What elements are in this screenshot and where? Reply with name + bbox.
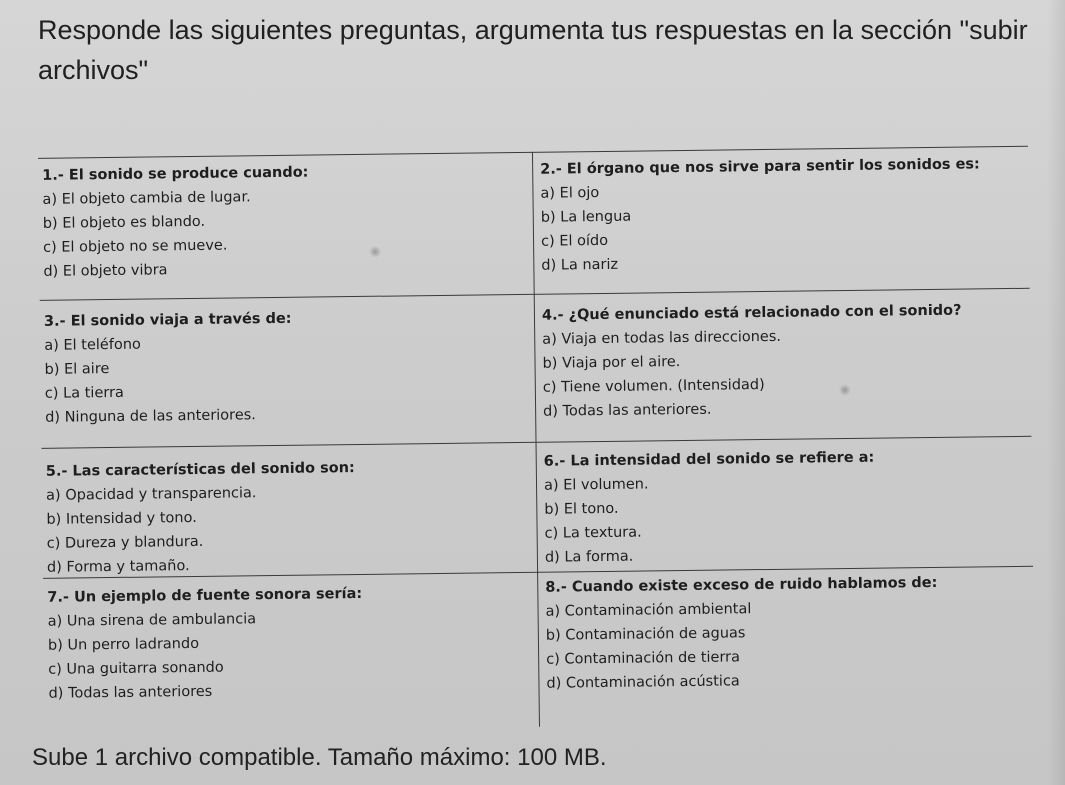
question-title: 6.- La intensidad del sonido se refiere a: [543,449,875,470]
question-1 [42,161,310,284]
question-sheet-image [28,146,1035,738]
instructions-text: Responde las siguientes preguntas, argumenta tus respuestas en la sección "subir archivos" [38,15,1028,85]
answer-option: b) Contaminación de aguas [545,625,746,644]
answer-option: a) El ojo [540,185,600,202]
question-8 [545,571,939,696]
answer-option: c) Contaminación de tierra [546,649,741,668]
question-title: 4.- ¿Qué enunciado está relacionado con el sonido? [541,302,962,324]
question-title: 7.- Un ejemplo de fuente sonora sería: [47,585,363,606]
answer-option: c) La textura. [544,524,642,542]
question-3 [44,307,293,430]
answer-option: b) El objeto es blando. [42,213,206,232]
answer-option: a) El teléfono [44,336,141,354]
question-title: 5.- Las características del sonido son: [45,460,355,480]
answer-option: a) El objeto cambia de lugar. [42,189,251,208]
answer-option: a) El volumen. [543,476,649,494]
answer-option: b) El tono. [544,500,619,518]
answer-option: b) Intensidad y tono. [46,509,197,528]
question-title: 1.- El sonido se produce cuando: [42,164,309,184]
upload-limit-note: Sube 1 archivo compatible. Tamaño máximo: 100 MB. [32,744,607,771]
answer-option: c) Dureza y blandura. [46,533,204,552]
answer-option: b) La lengua [540,208,632,226]
answer-option: c) El objeto no se mueve. [43,237,228,256]
answer-option: c) Tiene volumen. (Intensidad) [542,377,765,396]
answer-option: c) El oído [540,232,609,250]
answer-option: a) Una sirena de ambulancia [47,611,257,630]
answer-option: d) Ninguna de las anteriores. [45,407,256,426]
question-4 [542,299,963,424]
answer-option: b) Un perro ladrando [47,635,200,654]
answer-option: a) Opacidad y transparencia. [46,485,257,504]
answer-option: a) Contaminación ambiental [545,601,752,620]
question-title: 8.- Cuando existe exceso de ruido hablamos de: [545,574,938,596]
answer-option: d) La forma. [544,548,634,566]
answer-option: b) El aire [44,361,110,378]
question-title: 3.- El sonido viaja a través de: [43,310,292,330]
answer-option: d) Todas las anteriores [48,683,213,702]
answer-option: d) La nariz [541,256,619,274]
smudge-mark [839,384,851,396]
question-2 [540,152,981,277]
smudge-mark [369,246,381,258]
answer-option: b) Viaja por el aire. [542,354,681,372]
answer-option: a) Viaja en todas las direcciones. [542,328,782,348]
answer-option: d) Todas las anteriores. [543,401,712,420]
answer-option: d) Contaminación acústica [546,673,740,692]
question-5 [46,456,356,580]
answer-option: d) El objeto vibra [43,262,168,280]
answer-option: c) Una guitarra sonando [48,659,224,678]
column-divider [532,152,540,727]
edge-shadow [1047,0,1065,785]
question-title: 2.- El órgano que nos sirve para sentir los sonidos es: [540,156,980,178]
answer-option: c) La tierra [44,384,124,402]
question-6 [544,446,876,570]
question-7 [47,582,363,706]
answer-option: d) Forma y tamaño. [46,558,190,576]
